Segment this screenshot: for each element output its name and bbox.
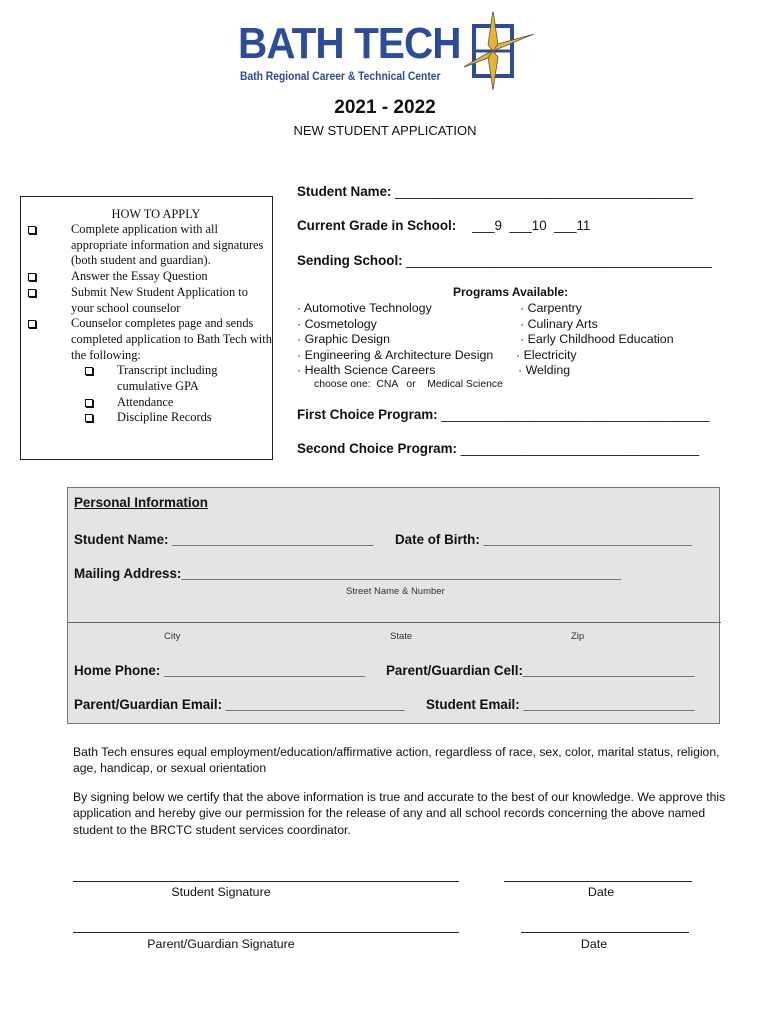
program-note: choose one: CNA or Medical Science xyxy=(314,379,503,390)
certification-statement: By signing below we certify that the above information is true and accurate to the best of our knowledge. We approve this application and hereby give our permission for the release of any and all school records concerning the above named student to the BRCTC student services coordinator. xyxy=(73,790,726,837)
student-signature-label: Student Signature xyxy=(171,885,271,899)
home-phone-field[interactable]: Home Phone: ___________________________ xyxy=(74,663,366,678)
current-grade-field[interactable]: Current Grade in School: ___9 ___10 ___11 xyxy=(297,218,591,233)
checkbox-icon xyxy=(85,367,93,375)
guardian-date-line[interactable] xyxy=(521,932,689,933)
guardian-signature-line[interactable] xyxy=(73,932,459,933)
equal-opportunity-statement: Bath Tech ensures equal employment/education/affirmative action, regardless of race, sex, color, marital status, religion, age, handicap, or sexual orientation xyxy=(73,745,720,776)
how-to-apply-steps xyxy=(27,222,272,426)
programs-title: Programs Available: xyxy=(453,285,569,299)
application-title: NEW STUDENT APPLICATION xyxy=(293,123,477,138)
zip-label: Zip xyxy=(571,631,585,642)
student-email-field[interactable]: Student Email: _______________________ xyxy=(426,697,695,712)
checkbox-icon xyxy=(28,273,36,281)
checkbox-icon xyxy=(85,414,93,422)
city-label: City xyxy=(164,631,181,642)
compass-star-icon xyxy=(464,12,536,90)
state-label: State xyxy=(390,631,413,642)
personal-information-section xyxy=(67,487,720,724)
program-early-childhood: · Early Childhood Education xyxy=(520,332,674,346)
program-graphic-design: · Graphic Design xyxy=(297,332,390,346)
program-cosmetology: · Cosmetology xyxy=(297,317,377,331)
logo-wordmark: BATH TECH xyxy=(238,19,461,68)
checkbox-icon xyxy=(85,399,93,407)
list-item: Transcript including cumulative GPA xyxy=(71,363,272,394)
checkbox-icon xyxy=(28,226,36,234)
program-welding: · Welding xyxy=(518,363,571,377)
school-year: 2021 - 2022 xyxy=(334,97,436,118)
bath-tech-logo xyxy=(238,10,538,90)
list-item: Discipline Records xyxy=(71,410,272,426)
street-label: Street Name & Number xyxy=(346,586,445,597)
guardian-signature-label: Parent/Guardian Signature xyxy=(147,937,295,951)
program-carpentry: · Carpentry xyxy=(520,301,582,315)
sending-school-field[interactable]: Sending School: _________________________________________ xyxy=(297,253,712,268)
date-of-birth-field[interactable]: Date of Birth: ____________________________ xyxy=(395,532,693,547)
list-item: Answer the Essay Question xyxy=(27,269,272,285)
student-signature-line[interactable] xyxy=(73,881,459,882)
student-date-line[interactable] xyxy=(504,881,692,882)
checkbox-icon xyxy=(28,320,36,328)
mailing-address-field[interactable]: Mailing Address:___________________________________________________________ xyxy=(74,566,621,581)
program-health-science: · Health Science Careers xyxy=(297,363,436,377)
address-line[interactable] xyxy=(68,622,721,623)
section-heading: Personal Information xyxy=(74,495,208,510)
checkbox-icon xyxy=(28,289,36,297)
how-to-apply-title: HOW TO APPLY xyxy=(111,207,201,221)
guardian-email-field[interactable]: Parent/Guardian Email: ________________________ xyxy=(74,697,405,712)
program-engineering: · Engineering & Architecture Design xyxy=(297,348,494,362)
student-date-label: Date xyxy=(587,885,615,899)
required-documents xyxy=(71,363,272,426)
list-item: Counselor completes page and sends completed application to Bath Tech with the following: Transcript including cumulative GPA Attendance Discipline Records xyxy=(27,316,272,426)
list-item: Attendance xyxy=(71,395,272,411)
logo-subtitle: Bath Regional Career & Technical Center xyxy=(240,69,441,83)
program-electricity: · Electricity xyxy=(516,348,577,362)
how-to-apply-box xyxy=(20,196,273,460)
personal-student-name-field[interactable]: Student Name: ___________________________ xyxy=(74,532,374,547)
first-choice-field[interactable]: First Choice Program: ____________________________________ xyxy=(297,407,710,422)
program-culinary: · Culinary Arts xyxy=(520,317,598,331)
guardian-cell-field[interactable]: Parent/Guardian Cell:_______________________ xyxy=(386,663,695,678)
guardian-date-label: Date xyxy=(580,937,608,951)
list-item: Submit New Student Application to your school counselor xyxy=(27,285,272,316)
second-choice-field[interactable]: Second Choice Program: ________________________________ xyxy=(297,441,700,456)
student-name-field[interactable]: Student Name: ________________________________________ xyxy=(297,184,694,199)
program-automotive: · Automotive Technology xyxy=(297,301,432,315)
list-item: Complete application with all appropriate information and signatures (both student and guardian). xyxy=(27,222,272,269)
